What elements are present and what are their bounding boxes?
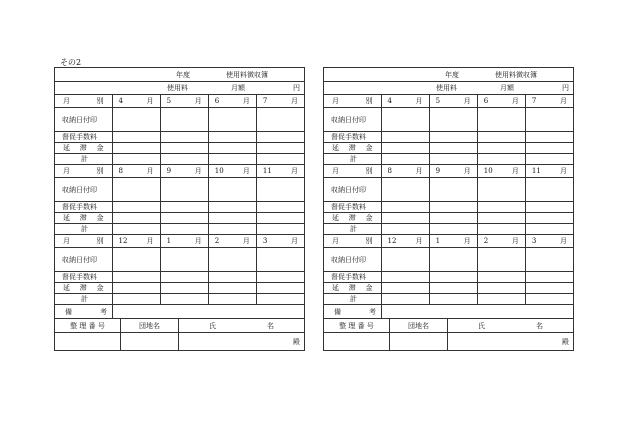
late-fee-cell[interactable]	[256, 143, 304, 153]
name-field[interactable]	[447, 333, 573, 350]
stamp-label: 収納日付印	[62, 115, 97, 124]
month-cell: 4 月	[381, 95, 429, 107]
reminder-fee-label: 督促手数料	[62, 133, 97, 141]
complex-name-field[interactable]	[120, 333, 178, 350]
total-cell[interactable]	[477, 294, 525, 304]
ref-number-field[interactable]	[55, 333, 120, 350]
month-header-label: 月 別	[63, 167, 104, 175]
monthly-amount-label: 月額	[231, 84, 245, 92]
late-fee-cell[interactable]	[112, 143, 160, 153]
document-label: その2	[60, 58, 82, 67]
late-fee-cell[interactable]	[477, 213, 525, 223]
total-row	[55, 153, 304, 164]
month-cell: 11 月	[525, 165, 573, 177]
stamp-row	[324, 177, 573, 201]
stamp-cell[interactable]	[381, 178, 429, 201]
month-number: 4	[118, 97, 124, 105]
reminder-fee-cell[interactable]	[525, 202, 573, 212]
fee-collection-card-right	[323, 67, 574, 351]
late-fee-row	[55, 282, 304, 293]
month-header-label: 月 別	[332, 97, 373, 105]
reminder-fee-cell[interactable]	[525, 272, 573, 282]
month-cell: 1 月	[160, 235, 208, 247]
total-cell[interactable]	[160, 224, 208, 234]
reminder-fee-cell[interactable]	[160, 132, 208, 142]
month-cell: 2 月	[477, 235, 525, 247]
remarks-field[interactable]	[381, 305, 573, 318]
reminder-fee-cell[interactable]	[256, 272, 304, 282]
month-header-label: 月 別	[63, 237, 104, 245]
ref-number-label: 整 理 番 号	[339, 321, 374, 330]
month-cell: 5 月	[429, 95, 477, 107]
month-cell: 2 月	[208, 235, 256, 247]
total-row	[324, 153, 573, 164]
total-cell[interactable]	[477, 154, 525, 164]
stamp-label: 収納日付印	[331, 255, 366, 264]
total-label: 計	[81, 295, 88, 303]
month-number: 8	[118, 167, 124, 175]
late-fee-label: 延 滞 金	[332, 144, 373, 152]
reminder-fee-cell[interactable]	[160, 202, 208, 212]
month-number: 3	[262, 237, 268, 245]
name-field[interactable]	[178, 333, 304, 350]
late-fee-cell[interactable]	[160, 143, 208, 153]
total-label: 計	[81, 225, 88, 233]
late-fee-label: 延 滞 金	[332, 214, 373, 222]
remarks-label: 備 考	[334, 307, 376, 316]
title-row	[324, 68, 573, 81]
total-cell[interactable]	[429, 224, 477, 234]
ref-number-label: 整 理 番 号	[70, 321, 105, 330]
late-fee-label: 延 滞 金	[63, 144, 104, 152]
total-cell[interactable]	[381, 154, 429, 164]
month-number: 5	[166, 97, 172, 105]
late-fee-cell[interactable]	[477, 283, 525, 293]
month-number: 7	[531, 97, 537, 105]
month-cell: 8 月	[381, 165, 429, 177]
month-number: 9	[166, 167, 172, 175]
late-fee-cell[interactable]	[525, 213, 573, 223]
late-fee-row	[324, 142, 573, 153]
remarks-label: 備 考	[65, 307, 107, 316]
reminder-fee-row	[55, 131, 304, 142]
month-number: 8	[387, 167, 393, 175]
month-header-row	[55, 164, 304, 177]
late-fee-cell[interactable]	[208, 213, 256, 223]
name-label: 氏 名	[447, 319, 573, 332]
name-label: 氏 名	[178, 319, 304, 332]
month-cell: 7 月	[256, 95, 304, 107]
stamp-cell[interactable]	[525, 108, 573, 131]
total-label: 計	[350, 295, 357, 303]
total-cell[interactable]	[160, 154, 208, 164]
late-fee-cell[interactable]	[381, 283, 429, 293]
stamp-row	[324, 247, 573, 271]
late-fee-cell[interactable]	[208, 283, 256, 293]
late-fee-cell[interactable]	[112, 213, 160, 223]
yen-label: 円	[293, 84, 300, 92]
month-number: 7	[262, 97, 268, 105]
ref-number-field[interactable]	[324, 333, 389, 350]
total-cell[interactable]	[112, 154, 160, 164]
stamp-cell[interactable]	[112, 108, 160, 131]
late-fee-cell[interactable]	[429, 213, 477, 223]
reminder-fee-cell[interactable]	[429, 202, 477, 212]
reminder-fee-cell[interactable]	[477, 132, 525, 142]
stamp-cell[interactable]	[381, 108, 429, 131]
title-row	[55, 68, 304, 81]
stamp-cell[interactable]	[429, 248, 477, 271]
month-number: 1	[435, 237, 441, 245]
remarks-row	[324, 304, 573, 318]
total-cell[interactable]	[429, 294, 477, 304]
total-label: 計	[350, 225, 357, 233]
reminder-fee-cell[interactable]	[208, 202, 256, 212]
reminder-fee-cell[interactable]	[381, 132, 429, 142]
stamp-cell[interactable]	[256, 248, 304, 271]
month-number: 1	[166, 237, 172, 245]
month-cell: 3 月	[525, 235, 573, 247]
month-header-label: 月 別	[332, 167, 373, 175]
reminder-fee-cell[interactable]	[160, 272, 208, 282]
stamp-cell[interactable]	[381, 248, 429, 271]
reminder-fee-label: 督促手数料	[62, 203, 97, 211]
month-number: 11	[531, 167, 541, 175]
month-header-row	[55, 94, 304, 107]
reminder-fee-cell[interactable]	[112, 272, 160, 282]
usage-fee-row	[55, 81, 304, 94]
month-number: 4	[387, 97, 393, 105]
total-cell[interactable]	[208, 154, 256, 164]
reminder-fee-row	[55, 271, 304, 282]
reminder-fee-cell[interactable]	[381, 202, 429, 212]
late-fee-cell[interactable]	[256, 213, 304, 223]
stamp-row	[55, 107, 304, 131]
total-cell[interactable]	[208, 294, 256, 304]
reminder-fee-row	[324, 201, 573, 212]
stamp-cell[interactable]	[256, 108, 304, 131]
month-number: 9	[435, 167, 441, 175]
reminder-fee-cell[interactable]	[112, 132, 160, 142]
total-cell[interactable]	[477, 224, 525, 234]
month-cell: 6 月	[208, 95, 256, 107]
stamp-cell[interactable]	[429, 178, 477, 201]
month-number: 12	[387, 237, 397, 245]
complex-name-label: 団地名	[120, 319, 178, 332]
month-cell: 10 月	[208, 165, 256, 177]
reminder-fee-cell[interactable]	[525, 132, 573, 142]
stamp-label: 収納日付印	[331, 115, 366, 124]
reminder-fee-cell[interactable]	[477, 202, 525, 212]
month-header-label: 月 別	[63, 97, 104, 105]
stamp-label: 収納日付印	[331, 185, 366, 194]
monthly-amount-label: 月額	[500, 84, 514, 92]
total-cell[interactable]	[525, 294, 573, 304]
month-number: 6	[483, 97, 489, 105]
stamp-cell[interactable]	[256, 178, 304, 201]
late-fee-cell[interactable]	[525, 143, 573, 153]
month-cell: 11 月	[256, 165, 304, 177]
stamp-cell[interactable]	[525, 178, 573, 201]
stamp-cell[interactable]	[208, 108, 256, 131]
late-fee-cell[interactable]	[160, 213, 208, 223]
total-cell[interactable]	[160, 294, 208, 304]
stamp-cell[interactable]	[112, 178, 160, 201]
month-header-row	[55, 234, 304, 247]
late-fee-cell[interactable]	[429, 143, 477, 153]
total-cell[interactable]	[112, 224, 160, 234]
late-fee-label: 延 滞 金	[63, 214, 104, 222]
total-cell[interactable]	[256, 224, 304, 234]
year-label: 年度	[176, 70, 190, 79]
month-cell: 6 月	[477, 95, 525, 107]
month-cell: 3 月	[256, 235, 304, 247]
ledger-title: 使用料徴収簿	[226, 70, 268, 79]
month-cell: 10 月	[477, 165, 525, 177]
month-cell: 7 月	[525, 95, 573, 107]
total-cell[interactable]	[429, 154, 477, 164]
stamp-cell[interactable]	[208, 178, 256, 201]
late-fee-row	[324, 282, 573, 293]
stamp-cell[interactable]	[160, 108, 208, 131]
reminder-fee-label: 督促手数料	[62, 273, 97, 281]
year-label: 年度	[445, 70, 459, 79]
stamp-row	[55, 177, 304, 201]
month-cell: 1 月	[429, 235, 477, 247]
total-cell[interactable]	[381, 294, 429, 304]
month-number: 2	[214, 237, 220, 245]
total-row	[55, 223, 304, 234]
month-cell: 4 月	[112, 95, 160, 107]
month-cell: 12 月	[381, 235, 429, 247]
reminder-fee-cell[interactable]	[429, 132, 477, 142]
month-header-row	[324, 164, 573, 177]
total-cell[interactable]	[525, 224, 573, 234]
late-fee-row	[55, 142, 304, 153]
total-cell[interactable]	[208, 224, 256, 234]
reminder-fee-cell[interactable]	[208, 132, 256, 142]
reminder-fee-cell[interactable]	[112, 202, 160, 212]
stamp-cell[interactable]	[112, 248, 160, 271]
late-fee-cell[interactable]	[381, 213, 429, 223]
stamp-cell[interactable]	[477, 178, 525, 201]
month-number: 6	[214, 97, 220, 105]
month-header-row	[324, 94, 573, 107]
late-fee-label: 延 滞 金	[332, 284, 373, 292]
month-header-row	[324, 234, 573, 247]
month-cell: 8 月	[112, 165, 160, 177]
honorific: 殿	[293, 337, 300, 346]
late-fee-cell[interactable]	[429, 283, 477, 293]
reminder-fee-cell[interactable]	[256, 202, 304, 212]
late-fee-cell[interactable]	[256, 283, 304, 293]
complex-name-label: 団地名	[389, 319, 447, 332]
usage-fee-label: 使用料	[436, 84, 457, 92]
month-number: 12	[118, 237, 128, 245]
stamp-cell[interactable]	[160, 178, 208, 201]
total-label: 計	[81, 155, 88, 163]
month-cell: 9 月	[429, 165, 477, 177]
footer-header-row	[55, 318, 304, 332]
reminder-fee-cell[interactable]	[477, 272, 525, 282]
footer-header-row	[324, 318, 573, 332]
stamp-cell[interactable]	[477, 108, 525, 131]
reminder-fee-cell[interactable]	[256, 132, 304, 142]
total-row	[55, 293, 304, 304]
yen-label: 円	[562, 84, 569, 92]
footer-value-row	[55, 332, 304, 350]
usage-fee-row	[324, 81, 573, 94]
late-fee-label: 延 滞 金	[63, 284, 104, 292]
total-cell[interactable]	[112, 294, 160, 304]
total-cell[interactable]	[256, 294, 304, 304]
usage-fee-label: 使用料	[167, 84, 188, 92]
stamp-label: 収納日付印	[62, 185, 97, 194]
total-cell[interactable]	[525, 154, 573, 164]
stamp-row	[55, 247, 304, 271]
stamp-cell[interactable]	[208, 248, 256, 271]
month-number: 11	[262, 167, 272, 175]
total-label: 計	[350, 155, 357, 163]
stamp-cell[interactable]	[477, 248, 525, 271]
reminder-fee-cell[interactable]	[208, 272, 256, 282]
reminder-fee-row	[55, 201, 304, 212]
month-number: 10	[214, 167, 224, 175]
stamp-row	[324, 107, 573, 131]
fee-collection-card-left	[54, 67, 305, 351]
late-fee-cell[interactable]	[160, 283, 208, 293]
month-number: 10	[483, 167, 493, 175]
reminder-fee-label: 督促手数料	[331, 273, 366, 281]
ledger-title: 使用料徴収簿	[495, 70, 537, 79]
late-fee-cell[interactable]	[112, 283, 160, 293]
late-fee-cell[interactable]	[381, 143, 429, 153]
reminder-fee-label: 督促手数料	[331, 203, 366, 211]
late-fee-row	[324, 212, 573, 223]
reminder-fee-row	[324, 271, 573, 282]
month-cell: 12 月	[112, 235, 160, 247]
late-fee-cell[interactable]	[208, 143, 256, 153]
reminder-fee-label: 督促手数料	[331, 133, 366, 141]
stamp-label: 収納日付印	[62, 255, 97, 264]
stamp-cell[interactable]	[429, 108, 477, 131]
reminder-fee-cell[interactable]	[381, 272, 429, 282]
month-header-label: 月 別	[332, 237, 373, 245]
remarks-row	[55, 304, 304, 318]
month-cell: 5 月	[160, 95, 208, 107]
total-cell[interactable]	[381, 224, 429, 234]
remarks-field[interactable]	[112, 305, 304, 318]
stamp-cell[interactable]	[525, 248, 573, 271]
complex-name-field[interactable]	[389, 333, 447, 350]
stamp-cell[interactable]	[160, 248, 208, 271]
late-fee-row	[55, 212, 304, 223]
month-number: 2	[483, 237, 489, 245]
reminder-fee-cell[interactable]	[429, 272, 477, 282]
total-cell[interactable]	[256, 154, 304, 164]
late-fee-cell[interactable]	[525, 283, 573, 293]
honorific: 殿	[562, 337, 569, 346]
month-cell: 9 月	[160, 165, 208, 177]
reminder-fee-row	[324, 131, 573, 142]
total-row	[324, 293, 573, 304]
month-number: 3	[531, 237, 537, 245]
month-number: 5	[435, 97, 441, 105]
footer-value-row	[324, 332, 573, 350]
total-row	[324, 223, 573, 234]
late-fee-cell[interactable]	[477, 143, 525, 153]
